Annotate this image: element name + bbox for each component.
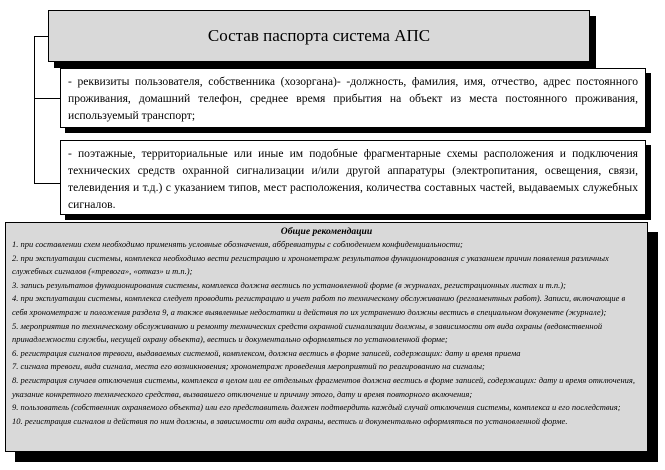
recommendation-item-9: 9. пользователь (собственник охраняемого объекта) или его представитель должен подтвердить каждый случай отключения системы, комплекса и его последствия;: [12, 402, 621, 413]
diagram-title-box: [48, 10, 590, 62]
recommendation-item-2: 2. при эксплуатации системы, комплекса необходимо вести регистрацию и хронометраж результатов функционирования с указанием причин появления различных служебных сигналов («тревога», «отказ» и т.п.);: [12, 252, 609, 277]
recommendation-item-8: 8. регистрация случаев отключения системы, комплекса в целом или ее отдельных фрагментов должна вестись в форме записей, содержащих: дату и время отключения, указание конкретного технического средства, вызвавшего отключение и причину этого, дату и время повторного включения;: [12, 374, 635, 399]
recommendation-item-1: 1. при составлении схем необходимо применять условные обозначения, аббревиатуры с соблюдением конфиденциальности;: [12, 239, 463, 249]
recommendation-item-4: 4. при эксплуатации системы, комплекса следует проводить регистрацию и учет работ по техническому обслуживанию (регламентных работ). Записи, включающие в себя хронометраж и положения раздела 9, а также выявленные недостатки и действия по их устранению должны вестись в специальном документе (журнале);: [12, 293, 626, 317]
recommendation-item-3: 3. запись результатов функционирования системы, комплекса должна вестись по установленной форме (в журналах, регистрационных листах и т.п.);: [12, 279, 566, 290]
connector-to-item-1: [34, 98, 60, 99]
recommendation-item-10: 10. регистрация сигналов и действия по ним должны, в зависимости от вида охраны, вестись и документально оформляться по установленной форме.: [12, 415, 568, 426]
diagram-title: Состав паспорта система АПС: [207, 26, 431, 45]
item-box-1: [60, 68, 646, 128]
item-text-2: - поэтажные, территориальные или иные им подобные фрагментарные схемы расположения и подключения технических средств охранной сигнализации и/или другой аппаратуры (электропитания, освещения, связи, телевидения и т.д.) с указанием типов, мест расположения, количества составных частей, выдаваемых служебных сигналов.: [68, 147, 638, 211]
connector-vertical-line: [34, 36, 35, 184]
recommendation-item-7: 7. сигнала тревоги, вида сигнала, места его возникновения; хронометраж проведения мероприятий по реагированию на сигналы;: [12, 361, 485, 372]
connector-to-title: [34, 36, 48, 37]
recommendations-title: Общие рекомендации: [280, 226, 373, 237]
recommendation-item-6: 6. регистрация сигналов тревоги, выдаваемых системой, комплексом, должна вестись в форме записей, содержащих: дату и время приема: [12, 347, 521, 358]
recommendation-item-5: 5. мероприятия по техническому обслуживанию и ремонту технических средств охранной сигнализации должны, в зависимости от вида охраны (ведомственной принадлежности службы, несущей охрану объекта), вестись и документально оформляться по установленной форме;: [12, 320, 603, 345]
item-box-2: [60, 140, 646, 215]
connector-to-item-2: [34, 183, 60, 184]
item-text-1: - реквизиты пользователя, собственника (хозоргана)- -должность, фамилия, имя, отчество, адрес постоянного проживания, домашний телефон, среднее время прибытия на объект из места постоянного проживания, используемый транспорт;: [68, 75, 638, 122]
recommendations-box: [5, 222, 648, 452]
